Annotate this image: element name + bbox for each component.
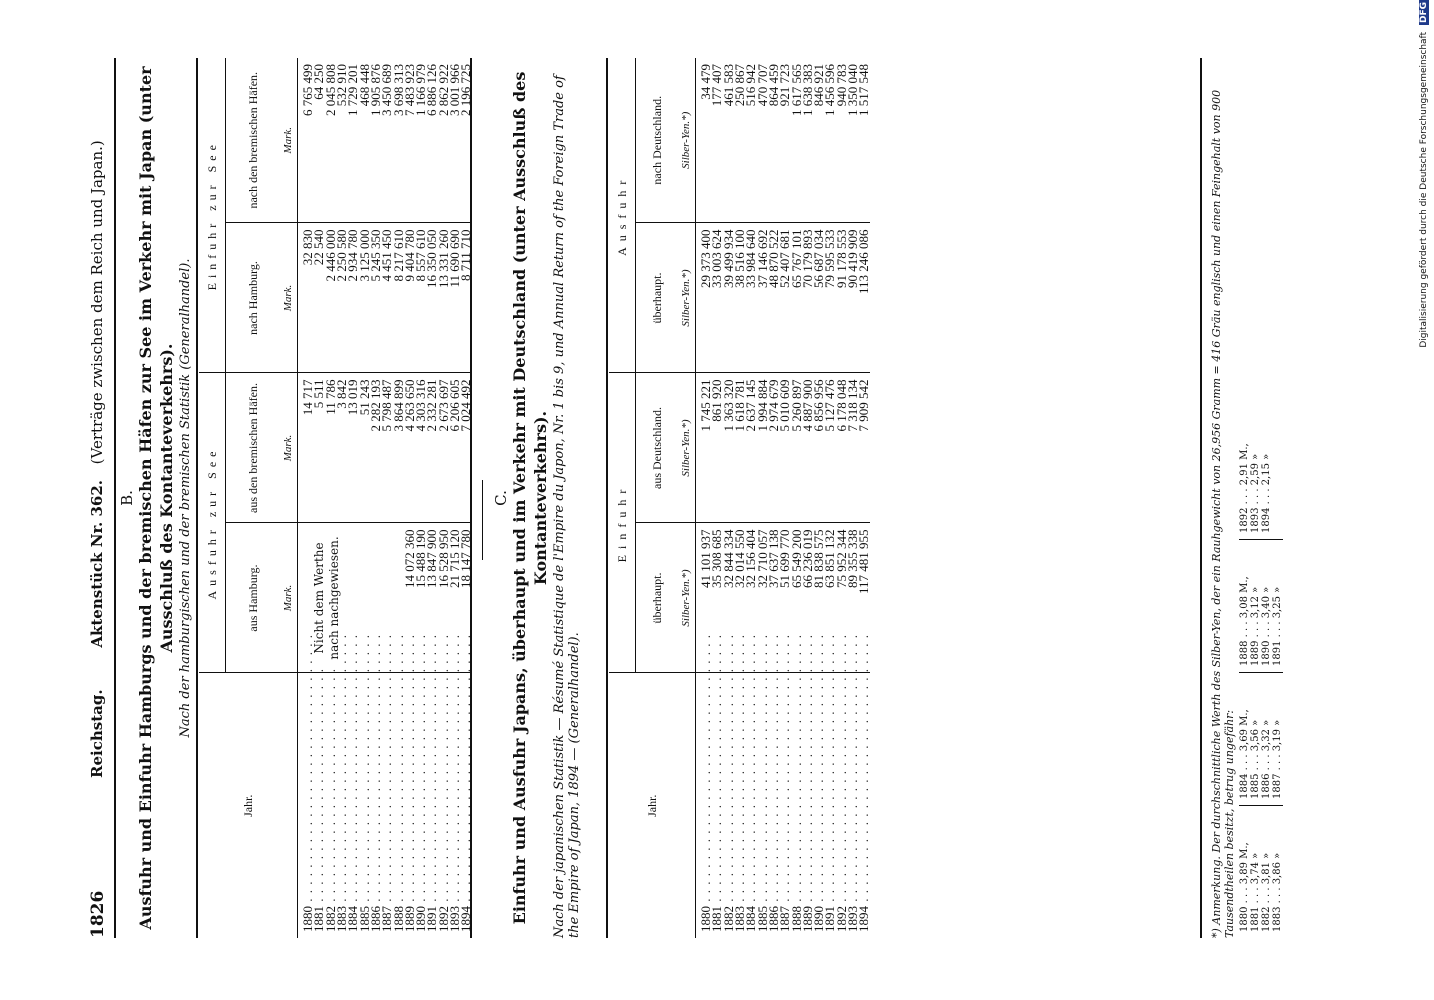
cell-export-germany: 1 456 596 — [824, 58, 835, 223]
cell-export-total: 48 870 522 — [768, 223, 779, 373]
page-header — [88, 58, 110, 938]
row-year: 1888 . . . — [791, 673, 802, 938]
cell-to-hamburg: 2 934 780 — [347, 223, 358, 373]
col-from-bremen: aus den bremischen Häfen. — [226, 373, 281, 523]
section-b-export-group: Ausfuhr zur See — [199, 373, 226, 673]
cell-export-total: 37 146 692 — [757, 223, 768, 373]
footnote-value: 1888 . . . 3,08 M., — [1239, 576, 1250, 666]
cell-import-germany: 7 318 134 — [847, 373, 858, 523]
cell-export-germany: 470 707 — [757, 58, 768, 223]
row-year: 1889 . . . — [404, 673, 415, 938]
cell-to-hamburg: 32 830 — [298, 223, 314, 373]
header-context: (Verträge zwischen dem Reich und Japan.) — [88, 140, 106, 465]
cell-to-bremen: 2 862 922 — [438, 58, 449, 223]
cell-export-germany: 846 921 — [813, 58, 824, 223]
footnote-value: 1889 . . . 3,12 » — [1250, 586, 1261, 666]
col-export-total: überhaupt. — [636, 223, 679, 373]
cell-to-hamburg: 16 350 050 — [426, 223, 437, 373]
cell-from-bremen: 4 263 650 — [404, 373, 415, 523]
section-c-title: Einfuhr und Ausfuhr Japans, überhaupt und im Verkehr mit Deutschland (unter Ausschluß des Kontanteverkehrs). — [510, 71, 550, 925]
unit-label: Mark. — [280, 223, 298, 373]
cell-import-total: 32 844 334 — [723, 523, 734, 673]
cell-import-total: 37 637 138 — [768, 523, 779, 673]
header-running-title — [88, 98, 106, 778]
row-year: 1894 . . . — [460, 673, 471, 938]
table-row — [858, 58, 869, 938]
footnote-value: 1885 . . . 3,56 » — [1250, 719, 1261, 799]
footnote-column — [1239, 672, 1283, 805]
cell-import-total: 89 355 338 — [847, 523, 858, 673]
cell-export-germany: 864 459 — [768, 58, 779, 223]
cell-export-germany: 940 783 — [836, 58, 847, 223]
cell-import-total: 35 308 685 — [711, 523, 722, 673]
section-c-top-rule — [606, 58, 608, 938]
cell-export-germany: 177 407 — [711, 58, 722, 223]
cell-import-total: 32 710 057 — [757, 523, 768, 673]
section-b-title: Ausfuhr und Einfuhr Hamburgs und der bremischen Häfen zur See im Verkehr mit Japan (unter Ausschluß des Kontanteverkehrs). — [136, 66, 176, 930]
cell-from-hamburg: 15 488 190 — [415, 523, 426, 673]
section-c-import-group: Einfuhr — [609, 373, 636, 673]
cell-from-bremen: 2 332 281 — [426, 373, 437, 523]
cell-export-total: 113 246 086 — [858, 223, 869, 373]
section-c-table — [609, 58, 870, 938]
section-c-heading — [492, 58, 582, 938]
cell-export-total: 39 499 934 — [723, 223, 734, 373]
cell-export-total: 29 373 400 — [696, 223, 712, 373]
footnote-value: 1892 . . . 2,91 M., — [1239, 443, 1250, 533]
cell-from-bremen: 11 786 — [325, 373, 336, 523]
cell-to-bremen: 1 166 979 — [415, 58, 426, 223]
cell-export-total: 33 984 640 — [745, 223, 756, 373]
footnote-value: 1887 . . . 3,19 » — [1272, 719, 1283, 799]
footnote-value: 1893 . . . 2,59 » — [1250, 453, 1261, 533]
cell-import-germany: 5 127 476 — [824, 373, 835, 523]
cell-to-hamburg: 9 404 780 — [404, 223, 415, 373]
col-from-hamburg: aus Hamburg. — [226, 523, 281, 673]
row-year: 1891 . . . — [824, 673, 835, 938]
unit-label: Silber-Yen.*) — [678, 223, 696, 373]
cell-to-hamburg: 3 125 000 — [359, 223, 370, 373]
section-b-table — [199, 58, 472, 938]
cell-export-germany: 34 479 — [696, 58, 712, 223]
cell-import-germany: 5 260 897 — [791, 373, 802, 523]
row-year: 1885 . . . — [757, 673, 768, 938]
digitization-credit — [1420, 0, 1430, 1000]
cell-from-hamburg: 18 147 780 — [460, 523, 471, 673]
cell-export-germany: 1 638 383 — [802, 58, 813, 223]
cell-export-germany: 1 350 040 — [847, 58, 858, 223]
row-year: 1883 . . . — [734, 673, 745, 938]
row-year: 1881 . . . — [711, 673, 722, 938]
row-year: 1891 . . . — [426, 673, 437, 938]
cell-to-bremen: 6 765 499 — [298, 58, 314, 223]
row-year: 1889 . . . — [802, 673, 813, 938]
cell-import-total: 32 156 404 — [745, 523, 756, 673]
footnote-value: 1883 . . . 3,86 » — [1272, 852, 1283, 932]
cell-import-total: 65 549 200 — [791, 523, 802, 673]
cell-to-bremen: 2 045 808 — [325, 58, 336, 223]
cell-export-total: 90 419 909 — [847, 223, 858, 373]
footnote-value: 1882 . . . 3,81 » — [1261, 852, 1272, 932]
cell-import-total: 63 851 132 — [824, 523, 835, 673]
cell-to-hamburg: 11 690 690 — [449, 223, 460, 373]
row-year: 1890 . . . — [813, 673, 824, 938]
cell-export-germany: 516 942 — [745, 58, 756, 223]
cell-from-bremen: 2 673 697 — [438, 373, 449, 523]
cell-import-germany: 7 909 542 — [858, 373, 869, 523]
row-year: 1884 . . . — [347, 673, 358, 938]
cell-import-germany: 861 920 — [711, 373, 722, 523]
cell-to-hamburg: 22 540 — [313, 223, 324, 373]
cell-from-bremen: 51 243 — [359, 373, 370, 523]
section-b-heading — [118, 58, 193, 938]
cell-import-total: 32 014 550 — [734, 523, 745, 673]
cell-to-bremen: 468 448 — [359, 58, 370, 223]
row-year: 1888 . . . — [393, 673, 404, 938]
cell-export-total: 33 003 624 — [711, 223, 722, 373]
row-year: 1887 . . . — [779, 673, 790, 938]
cell-from-bremen: 6 206 605 — [449, 373, 460, 523]
row-year: 1887 . . . — [381, 673, 392, 938]
footnote-column — [1239, 407, 1283, 539]
cell-import-total: 75 952 344 — [836, 523, 847, 673]
not-recorded-note: Nicht dem Werthe nach nachgewiesen. — [312, 528, 342, 668]
section-b-year-header: Jahr. — [199, 673, 298, 938]
cell-import-germany: 1 618 781 — [734, 373, 745, 523]
cell-to-hamburg: 2 250 580 — [336, 223, 347, 373]
cell-import-germany: 6 178 048 — [836, 373, 847, 523]
section-b-note: Nach der hamburgischen und der bremischen Statistik (Generalhandel). — [177, 258, 193, 738]
row-year: 1893 . . . — [449, 673, 460, 938]
row-year: 1882 . . . — [325, 673, 336, 938]
cell-to-hamburg: 8 557 610 — [415, 223, 426, 373]
row-year: 1893 . . . — [847, 673, 858, 938]
cell-to-hamburg: 4 451 450 — [381, 223, 392, 373]
cell-from-hamburg: 14 072 360 — [404, 523, 415, 673]
footnote-value: 1886 . . . 3,32 » — [1261, 719, 1272, 799]
unit-label: Mark. — [280, 523, 298, 673]
cell-from-bremen: 2 282 193 — [370, 373, 381, 523]
cell-import-germany: 1 745 221 — [696, 373, 712, 523]
cell-from-bremen: 5 798 487 — [381, 373, 392, 523]
cell-to-hamburg: 5 245 350 — [370, 223, 381, 373]
cell-to-bremen: 1 905 876 — [370, 58, 381, 223]
cell-import-total: 81 838 575 — [813, 523, 824, 673]
cell-export-germany: 250 867 — [734, 58, 745, 223]
cell-import-total: 51 699 770 — [779, 523, 790, 673]
page-number: 1826 — [88, 890, 108, 938]
row-year: 1886 . . . — [768, 673, 779, 938]
section-divider — [482, 480, 483, 560]
footnote-values — [1239, 58, 1283, 938]
cell-from-hamburg: 21 715 120 — [449, 523, 460, 673]
cell-import-germany: 5 010 609 — [779, 373, 790, 523]
footnote — [1210, 58, 1283, 938]
section-c-export-group: Ausfuhr — [609, 58, 636, 373]
section-b-letter: B. — [118, 490, 136, 506]
cell-import-germany: 4 887 900 — [802, 373, 813, 523]
cell-from-bremen: 3 842 — [336, 373, 347, 523]
footnote-column — [1239, 805, 1283, 938]
col-to-bremen: nach den bremischen Häfen. — [226, 58, 281, 223]
footnote-value: 1880 . . . 3,89 M., — [1239, 842, 1250, 932]
cell-to-bremen: 64 250 — [313, 58, 324, 223]
footnote-column — [1239, 539, 1283, 672]
row-year: 1892 . . . — [836, 673, 847, 938]
cell-from-bremen: 5 511 — [313, 373, 324, 523]
cell-export-total: 70 179 893 — [802, 223, 813, 373]
unit-label: Mark. — [280, 58, 298, 223]
footnote-value: 1894 . . . 2,15 » — [1261, 453, 1272, 533]
cell-export-germany: 461 583 — [723, 58, 734, 223]
cell-export-total: 79 595 533 — [824, 223, 835, 373]
document-number: Aktenstück Nr. 362. — [88, 480, 106, 648]
cell-from-bremen: 4 303 316 — [415, 373, 426, 523]
unit-label: Silber-Yen.*) — [678, 523, 696, 673]
footnote-text: *) Anmerkung. Der durchschnittliche Werth des Silber-Yen, der ein Rauhgewicht von 26,956 Gramm = 416 Gräu englisch und einen Feingehalt von 900 Tausendtheilen besitzt, betrug ungefähr: — [1210, 89, 1236, 938]
cell-export-total: 52 407 681 — [779, 223, 790, 373]
footnote-value: 1890 . . . 3,40 » — [1261, 586, 1272, 666]
cell-to-hamburg: 8 711 710 — [460, 223, 471, 373]
row-year: 1885 . . . — [359, 673, 370, 938]
cell-to-bremen: 2 196 725 — [460, 58, 471, 223]
row-year: 1894 . . . — [858, 673, 869, 938]
unit-label: Silber-Yen.*) — [678, 373, 696, 523]
cell-import-total: 66 236 019 — [802, 523, 813, 673]
section-c-bottom-rule — [1200, 58, 1202, 938]
row-year: 1880 . . . — [298, 673, 314, 938]
cell-export-germany: 921 723 — [779, 58, 790, 223]
cell-to-bremen: 7 483 923 — [404, 58, 415, 223]
cell-import-germany: 2 637 145 — [745, 373, 756, 523]
dfg-logo: DFG — [1419, 2, 1429, 24]
unit-label: Mark. — [280, 373, 298, 523]
cell-import-total: 41 101 937 — [696, 523, 712, 673]
cell-import-total: 117 481 955 — [858, 523, 869, 673]
footnote-value: 1884 . . . 3,69 M., — [1239, 709, 1250, 799]
footnote-value: 1891 . . . 3,25 » — [1272, 586, 1283, 666]
cell-export-germany: 1 517 548 — [858, 58, 869, 223]
cell-from-bremen: 3 864 899 — [393, 373, 404, 523]
cell-to-hamburg: 13 331 260 — [438, 223, 449, 373]
section-b-import-group: Einfuhr zur See — [199, 58, 226, 373]
cell-import-germany: 1 363 320 — [723, 373, 734, 523]
row-year: 1892 . . . — [438, 673, 449, 938]
cell-export-total: 91 178 553 — [836, 223, 847, 373]
row-year: 1880 . . . — [696, 673, 712, 938]
cell-to-bremen: 3 450 689 — [381, 58, 392, 223]
cell-to-bremen: 1 729 201 — [347, 58, 358, 223]
cell-export-total: 38 516 100 — [734, 223, 745, 373]
section-c-note: Nach der japanischen Statistik — Résumé Statistique de l'Empire du Japon, Nr. 1 bis 9, und Annual Return of the Foreign Trade of the Empire of Japan, 1894 — (Generalhandel). — [551, 75, 582, 938]
cell-export-total: 65 767 101 — [791, 223, 802, 373]
row-year: 1890 . . . — [415, 673, 426, 938]
digitization-credit-text: Digitalisierung gefördert durch die Deutsche Forschungsgemeinschaft DFG — [1419, 2, 1429, 348]
cell-to-bremen: 3 698 313 — [393, 58, 404, 223]
col-export-germany: nach Deutschland. — [636, 58, 679, 223]
cell-to-bremen: 3 001 966 — [449, 58, 460, 223]
section-c-letter: C. — [492, 490, 510, 506]
section-c-year-header: Jahr. — [609, 673, 696, 938]
cell-import-germany: 1 994 884 — [757, 373, 768, 523]
section-b-top-rule — [196, 58, 198, 938]
cell-from-bremen: 7 024 492 — [460, 373, 471, 523]
cell-to-hamburg: 2 446 000 — [325, 223, 336, 373]
journal-name: Reichstag. — [88, 689, 106, 778]
cell-from-hamburg: 16 528 950 — [438, 523, 449, 673]
cell-export-total: 56 687 034 — [813, 223, 824, 373]
row-year: 1886 . . . — [370, 673, 381, 938]
footnote-value: 1881 . . . 3,74 » — [1250, 852, 1261, 932]
cell-from-bremen: 13 019 — [347, 373, 358, 523]
header-rule — [114, 58, 116, 938]
unit-label: Silber-Yen.*) — [678, 58, 696, 223]
col-to-hamburg: nach Hamburg. — [226, 223, 281, 373]
cell-to-hamburg: 8 217 610 — [393, 223, 404, 373]
row-year: 1883 . . . — [336, 673, 347, 938]
row-year: 1882 . . . — [723, 673, 734, 938]
cell-to-bremen: 6 886 126 — [426, 58, 437, 223]
section-b-bottom-rule — [470, 58, 472, 938]
cell-from-hamburg: 13 847 900 — [426, 523, 437, 673]
cell-export-germany: 1 617 565 — [791, 58, 802, 223]
row-year: 1884 . . . — [745, 673, 756, 938]
cell-to-bremen: 532 910 — [336, 58, 347, 223]
col-import-germany: aus Deutschland. — [636, 373, 679, 523]
cell-import-germany: 6 856 956 — [813, 373, 824, 523]
row-year: 1881 . . . — [313, 673, 324, 938]
cell-import-germany: 2 974 679 — [768, 373, 779, 523]
col-import-total: überhaupt. — [636, 523, 679, 673]
cell-from-bremen: 14 717 — [298, 373, 314, 523]
